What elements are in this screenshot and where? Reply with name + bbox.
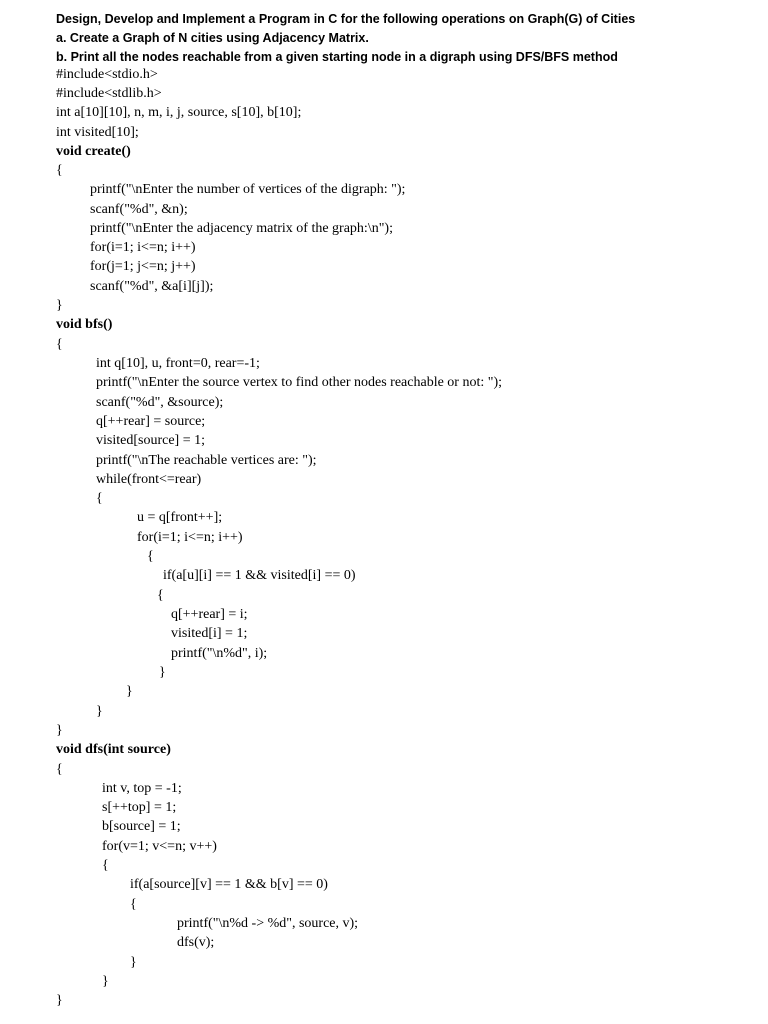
document-title: Design, Develop and Implement a Program in C for the following operations on Graph(G) of Cities	[56, 12, 636, 26]
code-line: {	[56, 762, 63, 777]
code-line: }	[56, 993, 63, 1008]
code-line: {	[102, 858, 109, 873]
code-line: }	[159, 665, 166, 680]
code-line: {	[56, 337, 63, 352]
code-line: int v, top = -1;	[102, 781, 182, 796]
code-line: int visited[10];	[56, 125, 139, 140]
code-line: }	[126, 684, 133, 699]
code-line: for(v=1; v<=n; v++)	[102, 839, 217, 854]
code-line: for(i=1; i<=n; i++)	[90, 240, 196, 255]
code-line: printf("\nEnter the adjacency matrix of the graph:\n");	[90, 221, 393, 236]
code-line: for(i=1; i<=n; i++)	[137, 530, 243, 545]
code-line: s[++top] = 1;	[102, 800, 177, 815]
code-line: }	[102, 974, 109, 989]
code-line: int a[10][10], n, m, i, j, source, s[10], b[10];	[56, 105, 302, 120]
code-line: int q[10], u, front=0, rear=-1;	[96, 356, 260, 371]
task-part-a: a. Create a Graph of N cities using Adjacency Matrix.	[56, 31, 369, 45]
code-line: {	[147, 549, 154, 564]
code-line: }	[56, 723, 63, 738]
code-line: dfs(v);	[177, 935, 215, 950]
code-line: }	[56, 298, 63, 313]
code-line: for(j=1; j<=n; j++)	[90, 259, 196, 274]
code-line: printf("\n%d -> %d", source, v);	[177, 916, 359, 931]
code-line: q[++rear] = source;	[96, 414, 206, 429]
code-line: printf("\nEnter the number of vertices of the digraph: ");	[90, 182, 406, 197]
function-signature: void create()	[56, 144, 131, 159]
code-line: scanf("%d", &source);	[96, 395, 224, 410]
code-line: {	[56, 163, 63, 178]
code-line: #include<stdio.h>	[56, 67, 158, 82]
code-line: visited[source] = 1;	[96, 433, 205, 448]
code-line: if(a[u][i] == 1 && visited[i] == 0)	[163, 568, 356, 583]
code-line: u = q[front++];	[137, 510, 223, 525]
code-line: if(a[source][v] == 1 && b[v] == 0)	[130, 877, 328, 892]
function-signature: void dfs(int source)	[56, 742, 171, 757]
function-signature: void bfs()	[56, 317, 113, 332]
task-part-b: b. Print all the nodes reachable from a given starting node in a digraph using DFS/BFS method	[56, 50, 618, 64]
code-line: }	[130, 955, 137, 970]
code-line: scanf("%d", &n);	[90, 202, 188, 217]
code-line: scanf("%d", &a[i][j]);	[90, 279, 214, 294]
code-line: #include<stdlib.h>	[56, 86, 162, 101]
code-line: printf("\nThe reachable vertices are: ");	[96, 453, 317, 468]
code-line: }	[96, 704, 103, 719]
code-line: q[++rear] = i;	[171, 607, 248, 622]
code-line: while(front<=rear)	[96, 472, 202, 487]
code-line: printf("\n%d", i);	[171, 646, 268, 661]
code-line: {	[130, 897, 137, 912]
code-line: {	[157, 588, 164, 603]
code-line: b[source] = 1;	[102, 819, 181, 834]
code-line: printf("\nEnter the source vertex to find other nodes reachable or not: ");	[96, 375, 503, 390]
code-line: visited[i] = 1;	[171, 626, 248, 641]
code-line: {	[96, 491, 103, 506]
